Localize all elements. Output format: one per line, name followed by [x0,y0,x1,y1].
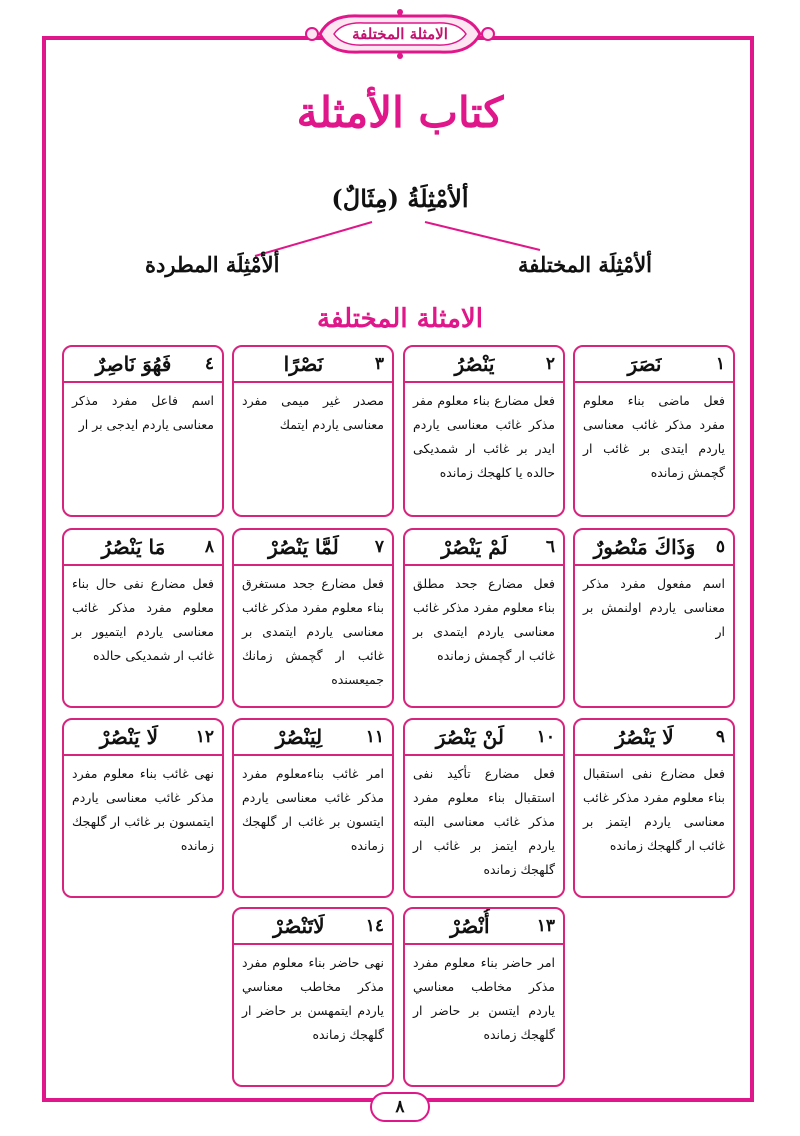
card-number: ٨ [204,537,214,557]
example-card [232,718,394,898]
card-word: وَذَاكَ مَنْصُورٌ [593,535,696,559]
example-card [232,528,394,708]
card-description: فعل مضارع نفى استقبال بناء معلوم مفرد مذكر غائب معناسى ياردم ايتمز بر غائب ار گلهجك زمانده [583,766,725,853]
card-number: ٦ [545,537,555,557]
card-description: نهى حاضر بناء معلوم مفرد مذكر مخاطب معناسي ياردم ايتمهسن بر حاضر ار گلهجك زمانده [242,955,384,1042]
card-number: ٧ [374,537,384,557]
section-title: الامثلة المختلفة [317,304,483,334]
card-number: ٤ [204,354,214,374]
card-description: اسم مفعول مفرد مذكر معناسى ياردم اولنمش بر ار [583,576,725,639]
card-number: ١ [715,354,725,374]
card-word: لِيَنْصُرْ [275,725,323,749]
card-description: امر حاضر بناء معلوم مفرد مذكر مخاطب معناسي ياردم ايتسن بر حاضر ار گلهجك زمانده [413,955,555,1042]
diagram-root: ألأمْثِلَةُ (مِثَالٌ) [331,184,469,213]
card-word: فَهُوَ نَاصِرٌ [95,352,172,376]
card-number: ١١ [365,727,384,747]
example-card [62,528,224,708]
example-card [62,345,224,517]
card-word: لَا يَنْصُرُ [615,725,674,749]
card-description: فعل مضارع بناء معلوم مفر مذكر غائب معناسى ياردم ايدر بر غائب ار شمديكى حالده يا كلهجك زمانده [413,393,555,480]
card-description: مصدر غير ميمى مفرد معناسى ياردم ايتمك [242,393,384,432]
card-number: ١٢ [195,727,214,747]
card-word: لَمَّا يَنْصُرْ [268,535,339,559]
card-word: نَصْرًا [283,352,324,376]
example-card [232,907,394,1087]
example-card [403,345,565,517]
card-description: فعل ماضى بناء معلوم مفرد مذكر غائب معناسى ياردم ايتدى بر غائب ار گچمش زمانده [583,393,725,480]
header-badge-label: الامثلة المختلفة [352,25,448,43]
card-description: نهى غائب بناء معلوم مفرد مذكر غائب معناسى ياردم ايتمسون بر غائب ار گلهجك زمانده [72,766,214,853]
card-description: اسم فاعل مفرد مذكر معناسى ياردم ايدجى بر ار [72,393,214,432]
card-number: ٢ [545,354,555,374]
card-description: امر غائب بناءمعلوم مفرد مذكر غائب معناسى ياردم ايتسون بر غائب ار گلهجك زمانده [242,766,384,853]
card-description: فعل مضارع جحد مستغرق بناء معلوم مفرد مذكر غائب معناسى ياردم ايتمدى بر غائب ار گچمش زمانك جميعسنده [242,576,384,687]
card-description: فعل مضارع جحد مطلق بناء معلوم مفرد مذكر غائب معناسى ياردم ايتمدى بر غائب ار گچمش زمانده [413,576,555,663]
page-number: ٨ [370,1092,430,1122]
example-card [573,345,735,517]
card-word: نَصَرَ [627,352,662,376]
example-card [403,528,565,708]
card-description: فعل مضارع نفى حال بناء معلوم مفرد مذكر غائب معناسى ياردم ايتميور بر غائب ار شمديكى حالده [72,576,214,663]
card-word: لَمْ يَنْصُرْ [441,535,508,559]
example-card [62,718,224,898]
card-word: لَا يَنْصُرْ [99,725,159,749]
diagram-connector-lines [0,0,800,300]
card-number: ١٤ [365,916,384,936]
card-number: ٣ [374,354,384,374]
card-word: مَا يَنْصُرُ [101,535,166,559]
diagram-branch-right: ألأمْثِلَة المختلفة [518,252,653,277]
card-word: أُنْصُرْ [450,914,490,938]
card-number: ١٣ [536,916,555,936]
card-number: ٥ [715,537,725,557]
card-word: لَنْ يَنْصُرَ [435,725,504,749]
example-card [403,907,565,1087]
diagram-branch-left: ألأمْثِلَة المطردة [145,252,280,277]
card-word: لَاتَنْصُرْ [273,914,325,938]
card-number: ٩ [715,727,725,747]
card-description: فعل مضارع تأكيد نفى استقبال بناء معلوم مفرد مذكر غائب معناسى البته ياردم ايتمز بر غائب ار گلهجك زمانده [413,766,555,877]
page-title: كتاب الأمثلة [296,88,504,137]
card-number: ١٠ [536,727,555,747]
example-card [403,718,565,898]
example-card [573,718,735,898]
card-word: يَنْصُرُ [454,352,495,376]
example-card [232,345,394,517]
example-card [573,528,735,708]
